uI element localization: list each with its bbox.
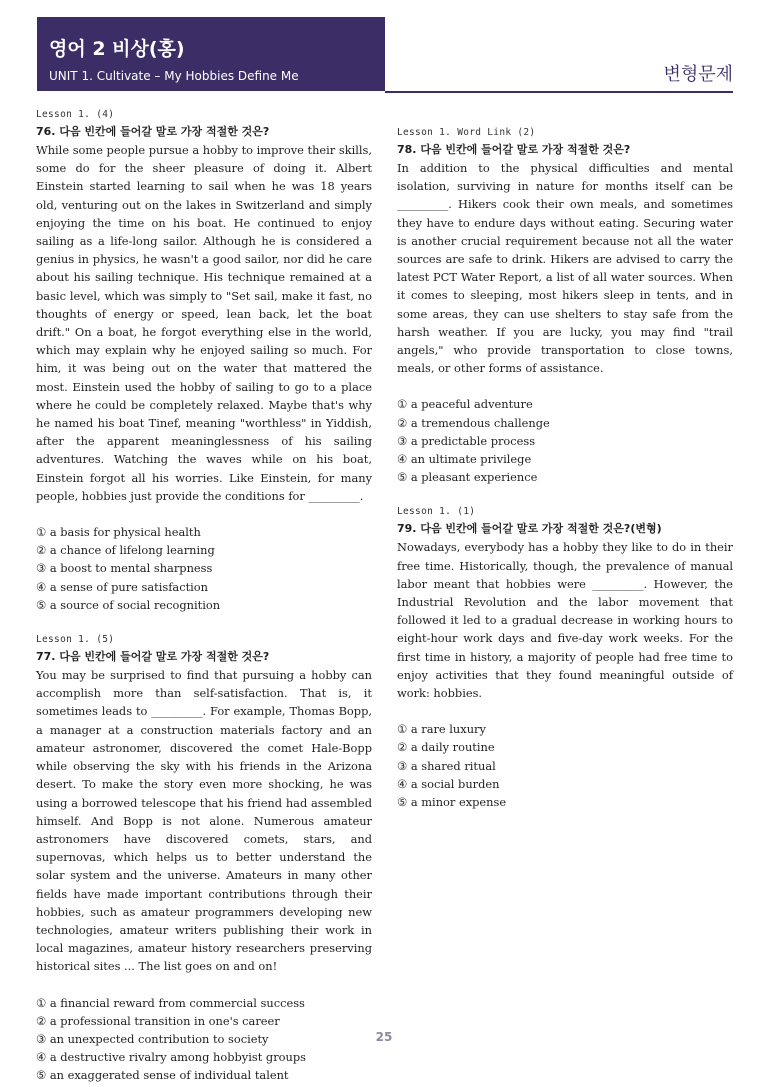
section-label: 변형문제	[663, 64, 733, 85]
question-title: 77. 다음 빈칸에 들어갈 말로 가장 적절한 것은?	[36, 650, 270, 664]
choice-3: ③ an unexpected contribution to society	[36, 1031, 269, 1046]
question-passage: Nowadays, everybody has a hobby they like to do in their free time. Historically, though, the prevalence of manual labor meant that hobbies were _________. However, the Industrial Revolution and the labor movement that followed it led to a gradual decrease in working hours to eight-hour work days and five-day work weeks. For the first time in history, a majority of people had free time to enjoy activities that they found meaningful outside of work: hobbies.	[397, 540, 733, 701]
page-number: 25	[375, 1030, 393, 1044]
lesson-label: Lesson 1. (1)	[397, 506, 476, 518]
question-title: 76. 다음 빈칸에 들어갈 말로 가장 적절한 것은?	[36, 125, 270, 138]
choice-2: ② a professional transition in one's career	[36, 1013, 280, 1028]
choice-4: ④ an ultimate privilege	[397, 452, 532, 467]
left-column	[36, 107, 372, 1085]
choice-1: ① a rare luxury	[397, 722, 486, 737]
answer-choices	[36, 523, 372, 614]
choice-4: ④ a sense of pure satisfaction	[36, 579, 209, 594]
lesson-label: Lesson 1. Word Link (2)	[397, 127, 536, 138]
choice-5: ⑤ a pleasant experience	[397, 470, 538, 485]
header-divider	[385, 91, 733, 93]
choice-3: ③ a shared ritual	[397, 758, 496, 773]
choice-5: ⑤ a source of social recognition	[36, 597, 221, 612]
choice-4: ④ a social burden	[397, 776, 500, 791]
document-title: 영어 2 비상(홍)	[49, 38, 185, 60]
spacer	[36, 614, 372, 632]
choice-1: ① a peaceful adventure	[397, 397, 533, 412]
question-block-78	[397, 125, 733, 486]
choice-2: ② a tremendous challenge	[397, 415, 550, 430]
answer-choices	[397, 395, 733, 486]
question-block-76	[36, 107, 372, 614]
choice-2: ② a chance of lifelong learning	[36, 543, 215, 558]
question-passage: In addition to the physical difficulties and mental isolation, surviving in nature for months itself can be _________. Hikers cook their own meals, and sometimes they have to endure days without eating. Securing water is another crucial requirement because not all the water sources are safe to drink. Hikers are advised to carry the latest PCT Water Report, a list of all water sources. When it comes to sleeping, most hikers sleep in tents, and in some areas, they can use shelters to stay safe from the harsh weather. If you are lucky, you may find "trail angels," who provide transportation to close towns, meals, or other forms of assistance.	[397, 161, 733, 376]
question-title: 78. 다음 빈칸에 들어갈 말로 가장 적절한 것은?	[397, 143, 631, 156]
lesson-label: Lesson 1. (5)	[36, 634, 115, 646]
question-passage: You may be surprised to find that pursuing a hobby can accomplish more than self-satisfaction. That is, it sometimes leads to _________. For example, Thomas Bopp, a manager at a construction materials factory and an amateur astronomer, discovered the comet Hale-Bopp while observing the sky with his friends in the Arizona desert. To make the story even more shocking, he was using a borrowed telescope that his friend had assembled himself. And Bopp is not alone. Numerous amateur astronomers have discovered comets, stars, and supernovas, which helps us to better understand the solar system and the universe. Amateurs in many other fields have made important contributions through their hobbies, such as amateur programmers developing new technologies, amateur writers publishing their work in local magazines, amateur history researchers preserving historical sites ... The list goes on and on!	[36, 668, 372, 974]
choice-5: ⑤ an exaggerated sense of individual talent	[36, 1068, 289, 1083]
choice-4: ④ a destructive rivalry among hobbyist groups	[36, 1050, 306, 1065]
spacer	[397, 486, 733, 504]
question-title: 79. 다음 빈칸에 들어갈 말로 가장 적절한 것은?(변형)	[397, 522, 662, 536]
choice-1: ① a basis for physical health	[36, 525, 201, 540]
right-column	[397, 125, 733, 811]
unit-subtitle: UNIT 1. Cultivate – My Hobbies Define Me	[49, 69, 299, 83]
question-block-79	[397, 504, 733, 811]
question-block-77	[36, 632, 372, 1084]
choice-3: ③ a predictable process	[397, 433, 536, 448]
question-passage: While some people pursue a hobby to improve their skills, some do for the sheer pleasure of doing it. Albert Einstein started learning to sail when he was 18 years old, venturing out on the lakes in Switzerland and simply enjoying the time on his boat. He continued to enjoy sailing as a life-long sailor. Although he is considered a genius in physics, he wasn't a good sailor, nor did he care about his sailing technique. His technique remained at a basic level, which was simply to "Set sail, make it fast, no thoughts of energy or speed, lean back, let the boat drift." On a boat, he forgot everything else in the world, which may explain why he enjoyed sailing so much. For him, it was being out on the water that mattered the most. Einstein used the hobby of sailing to go to a place where he could be completely relaxed. Maybe that's why he named his boat Tinef, meaning "worthless" in Yiddish, after the apparent meaninglessness of his sailing adventures. Watching the waves while on his boat, Einstein forgot all his worries. Like Einstein, for many people, hobbies just provide the conditions for _________.	[36, 143, 373, 503]
header-banner	[37, 17, 385, 91]
choice-3: ③ a boost to mental sharpness	[36, 561, 213, 576]
choice-1: ① a financial reward from commercial success	[36, 995, 305, 1010]
choice-5: ⑤ a minor expense	[397, 795, 507, 810]
choice-2: ② a daily routine	[397, 740, 495, 755]
lesson-label: Lesson 1. (4)	[36, 109, 115, 120]
answer-choices	[397, 720, 733, 811]
